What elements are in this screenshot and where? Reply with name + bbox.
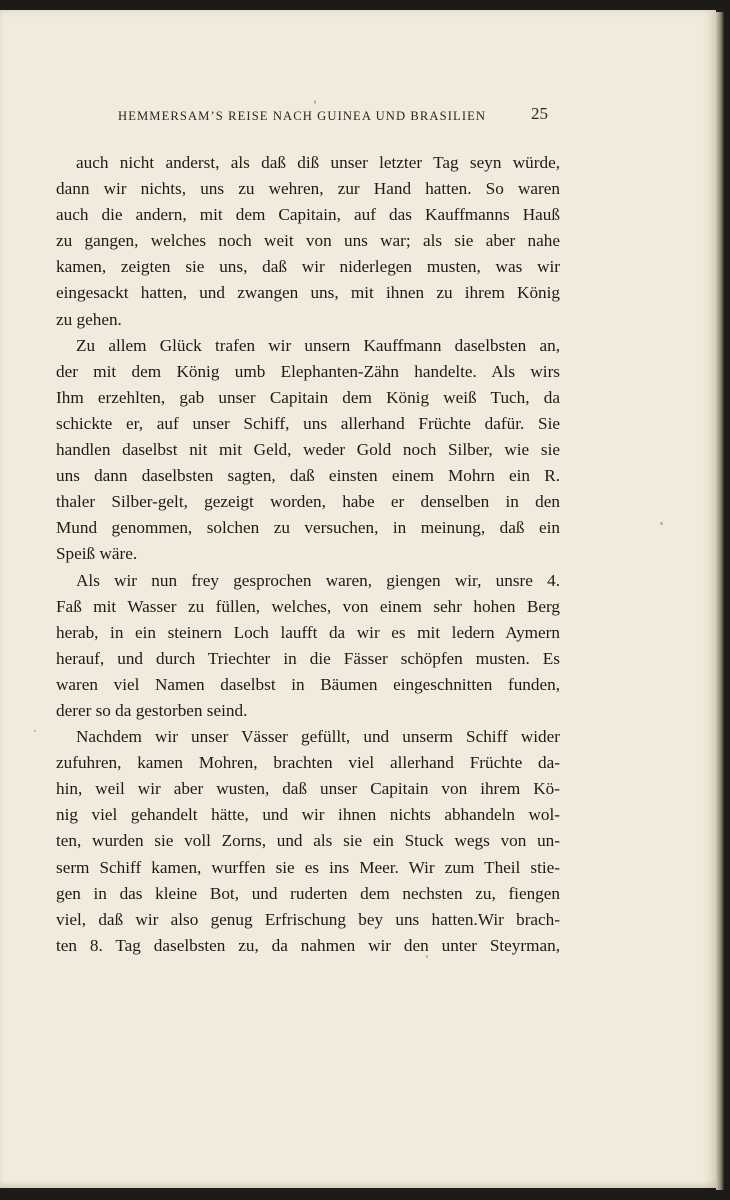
paper-speck <box>34 730 36 732</box>
text-line: serm Schiff kamen, wurffen sie es ins Meer. Wir zum Theil stie- <box>56 857 560 877</box>
text-line: zufuhren, kamen Mohren, brachten viel allerhand Früchte da- <box>56 753 560 773</box>
text-line: der mit dem König umb Elephanten-Zähn handelte. Als wirs <box>56 361 560 381</box>
text-line: auch nicht anderst, als daß diß unser letzter Tag seyn würde, <box>76 153 560 172</box>
text-line: eingesackt hatten, und zwangen uns, mit ihnen zu ihrem König <box>56 283 560 303</box>
text-line: auch die andern, mit dem Capitain, auf das Kauffmanns Hauß <box>56 205 560 225</box>
text-line: ten, wurden sie voll Zorns, und als sie ein Stuck wegs von un- <box>56 831 560 851</box>
page-number: 25 <box>531 104 548 123</box>
paragraph <box>56 150 560 333</box>
text-line: uns dann daselbsten sagten, daß einsten einem Mohrn ein R. <box>56 466 560 486</box>
text-line: derer so da gestorben seind. <box>56 700 248 720</box>
text-line: Nachdem wir unser Vässer gefüllt, und unserm Schiff wider <box>76 727 560 747</box>
text-line: zu gangen, welches noch weit von uns war; als sie aber nahe <box>56 231 560 251</box>
text-line: herab, in ein steinern Loch laufft da wir es mit ledern Aymern <box>56 622 560 642</box>
text-line: ten 8. Tag daselbsten zu, da nahmen wir den unter Steyrman, <box>56 935 560 955</box>
running-title: HEMMERSAM’S REISE NACH GUINEA UND BRASILIEN <box>118 109 487 123</box>
text-line: Mund genommen, solchen zu versuchen, in meinung, daß ein <box>56 518 560 538</box>
text-line: thaler Silber-gelt, gezeigt worden, habe er denselben in den <box>56 492 560 512</box>
paragraph <box>56 724 560 959</box>
body-text <box>56 150 560 959</box>
text-line: viel, daß wir also genug Erfrischung bey uns hatten.Wir brach- <box>56 909 560 929</box>
paper-speck <box>314 100 316 104</box>
text-line: dann wir nichts, uns zu wehren, zur Hand hatten. So waren <box>56 179 560 199</box>
paper-speck <box>660 522 663 525</box>
text-line: herauf, und durch Triechter in die Fässer schöpfen musten. Es <box>56 648 560 668</box>
text-line: Speiß wäre. <box>56 544 138 564</box>
paragraph <box>56 333 560 568</box>
text-line: handlen daselbst nit mit Geld, weder Gold noch Silber, wie sie <box>56 440 560 460</box>
text-line: Zu allem Glück trafen wir unsern Kauffmann daselbsten an, <box>76 335 560 355</box>
text-line: waren viel Namen daselbst in Bäumen eingeschnitten funden, <box>56 674 560 694</box>
paragraph <box>56 568 560 725</box>
text-line: zu gehen. <box>56 309 122 329</box>
text-line: Ihm erzehlten, gab unser Capitain dem König weiß Tuch, da <box>56 387 560 407</box>
page-edge <box>716 12 724 1190</box>
text-line: nig viel gehandelt hätte, und wir ihnen nichts abhandeln wol- <box>56 805 560 825</box>
text-line: kamen, zeigten sie uns, daß wir niderlegen musten, was wir <box>56 257 560 277</box>
text-line: hin, weil wir aber wusten, daß unser Capitain von ihrem Kö- <box>56 779 560 799</box>
text-line: Als wir nun frey gesprochen waren, giengen wir, unsre 4. <box>76 570 560 590</box>
text-line: schickte er, auf unser Schiff, uns allerhand Früchte dafür. Sie <box>56 413 560 433</box>
text-line: gen in das kleine Bot, und ruderten dem nechsten zu, fiengen <box>56 883 560 903</box>
text-line: Faß mit Wasser zu füllen, welches, von einem sehr hohen Berg <box>56 596 560 616</box>
